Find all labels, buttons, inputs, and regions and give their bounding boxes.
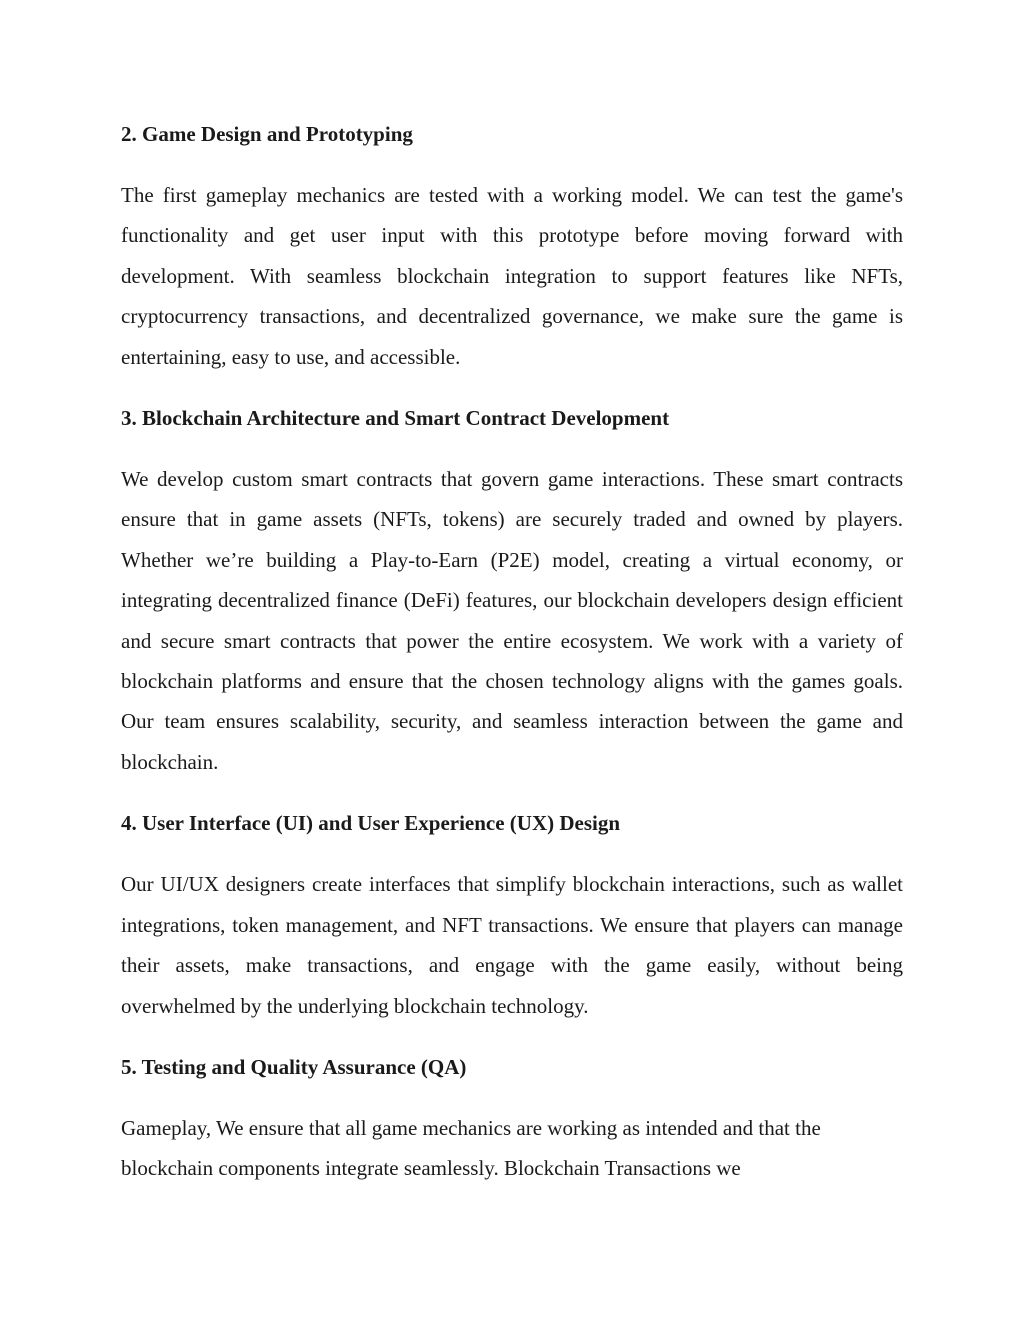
section-heading-ui-ux-design: 4. User Interface (UI) and User Experience (UX) Design: [121, 811, 621, 836]
section-body-testing-qa: Gameplay, We ensure that all game mechanics are working as intended and that the blockchain components integrate seamlessly. Blockchain Transactions we: [121, 1115, 821, 1181]
section-body-game-design: The first gameplay mechanics are tested with a working model. We can test the game's functionality and get user input with this prototype before moving forward with development. With seamless blockchain integration to support features like NFTs, cryptocurrency transactions, and decentralized governance, we make sure the game is entertaining, easy to use, and accessible.: [121, 183, 903, 369]
section-heading-blockchain-architecture: 3. Blockchain Architecture and Smart Contract Development: [121, 406, 670, 431]
section-body-ui-ux-design: Our UI/UX designers create interfaces that simplify blockchain interactions, such as wallet integrations, token management, and NFT transactions. We ensure that players can manage their assets, make transactions, and engage with the game easily, without being overwhelmed by the underlying blockchain technology.: [121, 872, 903, 1018]
document-page: [121, 114, 903, 1210]
section-body-blockchain-architecture: We develop custom smart contracts that govern game interactions. These smart contracts ensure that in game assets (NFTs, tokens) are securely traded and owned by players. Whether we’re building a Play-to-Earn (P2E) model, creating a virtual economy, or integrating decentralized finance (DeFi) features, our blockchain developers design efficient and secure smart contracts that power the entire ecosystem. We work with a variety of blockchain platforms and ensure that the chosen technology aligns with the games goals. Our team ensures scalability, security, and seamless interaction between the game and blockchain.: [121, 467, 903, 774]
section-heading-game-design: 2. Game Design and Prototyping: [121, 122, 413, 146]
section-heading-testing-qa: 5. Testing and Quality Assurance (QA): [121, 1054, 467, 1079]
